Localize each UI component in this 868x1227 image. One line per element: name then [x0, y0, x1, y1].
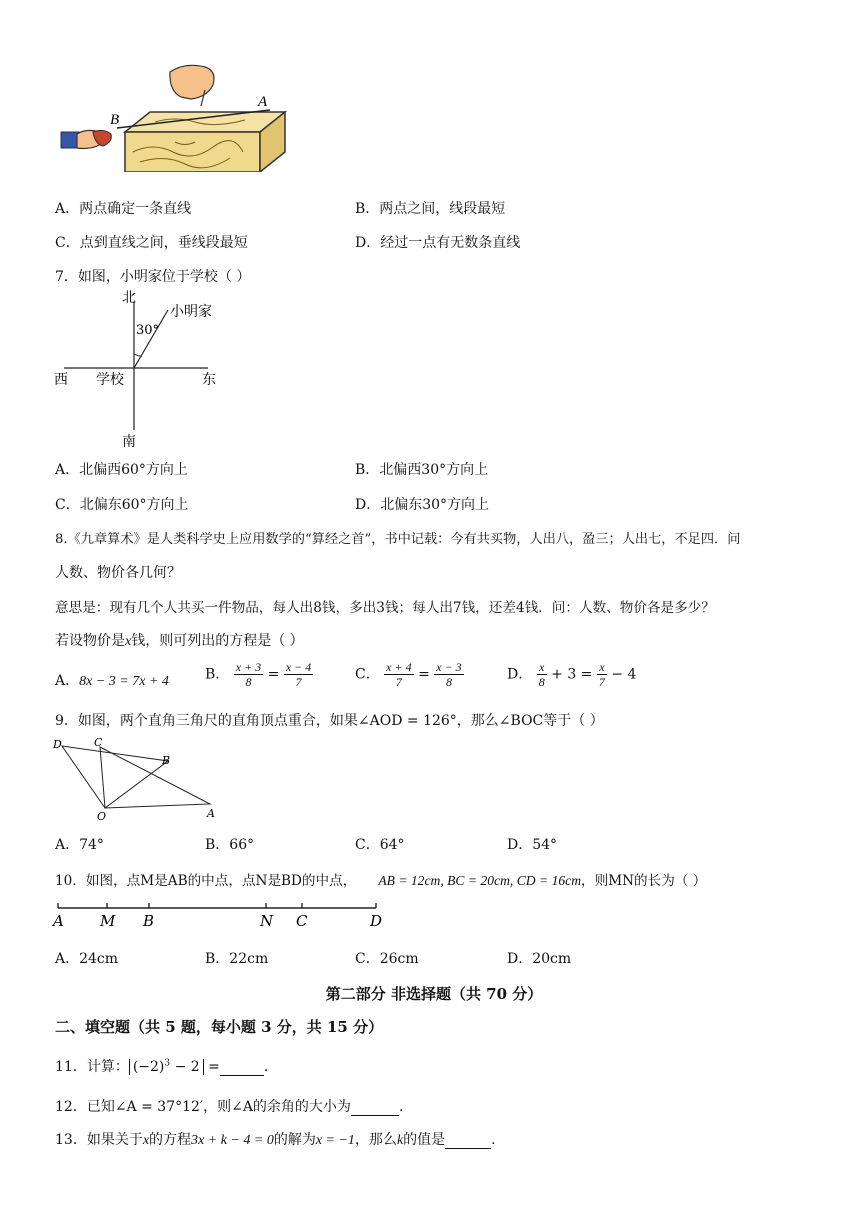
- q10-stem: [55, 869, 706, 889]
- q13-solution: x = −1: [315, 1133, 355, 1148]
- q13-mid2: 的解为: [273, 1132, 316, 1148]
- q8-option-c: [355, 660, 464, 689]
- q8-option-d-frac2: $\frac{x}{7}$: [598, 660, 605, 689]
- q10-point-d: D: [370, 912, 383, 930]
- q6-figure: [55, 62, 295, 172]
- q10-segment-figure: [50, 898, 390, 932]
- q13-line: [55, 1129, 496, 1149]
- q7-angle-label: 30°: [136, 323, 160, 338]
- q7-option-b: B．北偏西30°方向上: [355, 462, 489, 478]
- q8-stem-line1: 8.《九章算术》是人类科学史上应用数学的“算经之首”，书中记载：今有共买物，人出八，盈三；人出七，不足四．问: [55, 532, 741, 547]
- q6-label-b: B: [110, 112, 120, 128]
- q10-stem-pre: 10．如图，点M是AB的中点，点N是BD的中点，: [55, 873, 357, 889]
- q8-setup-line: [55, 630, 304, 650]
- q8-option-c-label: C．: [355, 666, 380, 683]
- q13-post: ，那么: [354, 1132, 397, 1148]
- q10-option-c: C．26cm: [355, 951, 419, 967]
- q9-option-a: A．74°: [55, 837, 104, 853]
- q8-option-b-eq: =: [267, 666, 280, 683]
- q7-option-c: C．北偏东60°方向上: [55, 497, 189, 513]
- q11-abs-value: [129, 1059, 204, 1075]
- q11-line: [55, 1056, 268, 1076]
- q8-option-d-tail: − 4: [611, 666, 637, 683]
- q10-option-d: D．20cm: [507, 951, 572, 967]
- q13-end: .: [491, 1132, 496, 1148]
- q11-answer-blank[interactable]: [220, 1061, 264, 1076]
- q8-option-b-label: B．: [205, 666, 230, 683]
- part2-title: 第二部分 非选择题（共 70 分）: [325, 985, 543, 1003]
- q8-option-c-frac1: $\frac{x + 4}{7}$: [386, 660, 412, 689]
- q10-point-n: N: [260, 912, 274, 930]
- q8-option-d: [507, 660, 636, 689]
- q9-option-d: D．54°: [507, 837, 558, 853]
- q8-option-a-expr: 8x − 3 = 7x + 4: [79, 674, 169, 689]
- q11-pre: 11．计算：: [55, 1059, 129, 1075]
- q7-north-label: 北: [122, 290, 136, 306]
- q9-option-b: B．66°: [205, 837, 255, 853]
- q10-point-m: M: [100, 912, 116, 930]
- q11-end: .: [263, 1059, 269, 1075]
- q9-label-d: D: [53, 738, 62, 751]
- q10-point-c: C: [296, 912, 308, 930]
- q13-var-k: k: [396, 1133, 404, 1148]
- q8-option-b: [205, 660, 313, 689]
- q8-option-c-eq: =: [418, 666, 430, 683]
- q9-option-c: C．64°: [355, 837, 405, 853]
- q7-option-d: D．北偏东30°方向上: [355, 497, 490, 513]
- q9-stem: 9．如图，两个直角三角尺的直角顶点重合，如果∠AOD = 126°，那么∠BOC等于（ ）: [55, 713, 604, 729]
- q8-option-b-frac1: $\frac{x + 3}{8}$: [235, 660, 262, 689]
- q13-answer-blank[interactable]: [445, 1134, 491, 1149]
- q8-stem-line2: 人数、物价各几何？: [55, 565, 181, 581]
- q13-post2: 的值是: [403, 1132, 446, 1148]
- q12-answer-blank[interactable]: [351, 1101, 399, 1116]
- section2-title: 二、填空题（共 5 题，每小题 3 分，共 15 分）: [55, 1018, 384, 1036]
- q8-option-d-label: D．: [507, 666, 533, 683]
- q7-option-a: A．北偏西60°方向上: [55, 462, 188, 478]
- q9-triangles-figure: [50, 734, 230, 824]
- q8-meaning-line: 意思是：现有几个人共买一件物品，每人出8钱，多出3钱；每人出7钱，还差4钱．问：人数、物价各是多少？: [55, 600, 715, 616]
- q8-setup-pre: 若设物价是: [55, 633, 125, 649]
- q8-option-c-frac2: $\frac{x - 3}{8}$: [436, 660, 462, 689]
- q11-exp: 3: [164, 1058, 171, 1069]
- q13-mid: 的方程: [149, 1132, 192, 1148]
- q11-expr: (−2): [132, 1059, 165, 1075]
- q9-label-c: C: [94, 736, 103, 749]
- q10-point-a: A: [53, 912, 64, 930]
- q10-stem-math: AB = 12cm, BC = 20cm, CD = 16cm: [378, 873, 582, 888]
- q7-stem: 7．如图，小明家位于学校（ ）: [55, 269, 251, 285]
- q11-eq: =: [208, 1059, 220, 1075]
- q6-option-d: D．经过一点有无数条直线: [355, 235, 521, 251]
- q8-option-b-frac2: $\frac{x - 4}{7}$: [285, 660, 312, 689]
- q8-option-a-label: A．: [55, 673, 80, 689]
- q7-home-label: 小明家: [170, 304, 212, 320]
- q6-label-a: A: [258, 94, 268, 110]
- q10-point-b: B: [143, 912, 155, 930]
- q12-end: .: [398, 1099, 404, 1115]
- q7-school-label: 学校: [96, 372, 124, 388]
- q8-setup-var: x: [125, 634, 132, 649]
- q9-label-o: O: [97, 810, 107, 823]
- q11-tail: − 2: [170, 1059, 200, 1075]
- q9-label-b: B: [162, 754, 171, 767]
- q8-setup-post: 钱，则可列出的方程是（ ）: [131, 633, 304, 649]
- q7-south-label: 南: [122, 434, 136, 450]
- q7-west-label: 西: [54, 372, 68, 388]
- q6-option-b: B．两点之间，线段最短: [355, 201, 506, 217]
- q8-option-a: [55, 670, 169, 690]
- q6-option-c: C．点到直线之间，垂线段最短: [55, 235, 248, 251]
- q8-option-d-frac1: $\frac{x}{8}$: [538, 660, 545, 689]
- q10-option-a: A．24cm: [55, 951, 119, 967]
- q8-option-d-mid: + 3 =: [551, 666, 593, 683]
- q13-pre: 13．如果关于: [55, 1132, 143, 1148]
- q7-east-label: 东: [202, 372, 216, 388]
- q10-stem-post: ，则MN的长为（ ）: [581, 873, 707, 889]
- q13-var-x: x: [142, 1133, 150, 1148]
- q10-option-b: B．22cm: [205, 951, 269, 967]
- q7-compass-figure: [50, 288, 250, 452]
- q12-line: [55, 1096, 403, 1116]
- q12-text: 12．已知∠A = 37°12′，则∠A的余角的大小为: [55, 1099, 351, 1115]
- q6-option-a: A．两点确定一条直线: [55, 201, 192, 217]
- q9-label-a: A: [207, 807, 215, 820]
- q13-equation: 3x + k − 4 = 0: [191, 1133, 274, 1148]
